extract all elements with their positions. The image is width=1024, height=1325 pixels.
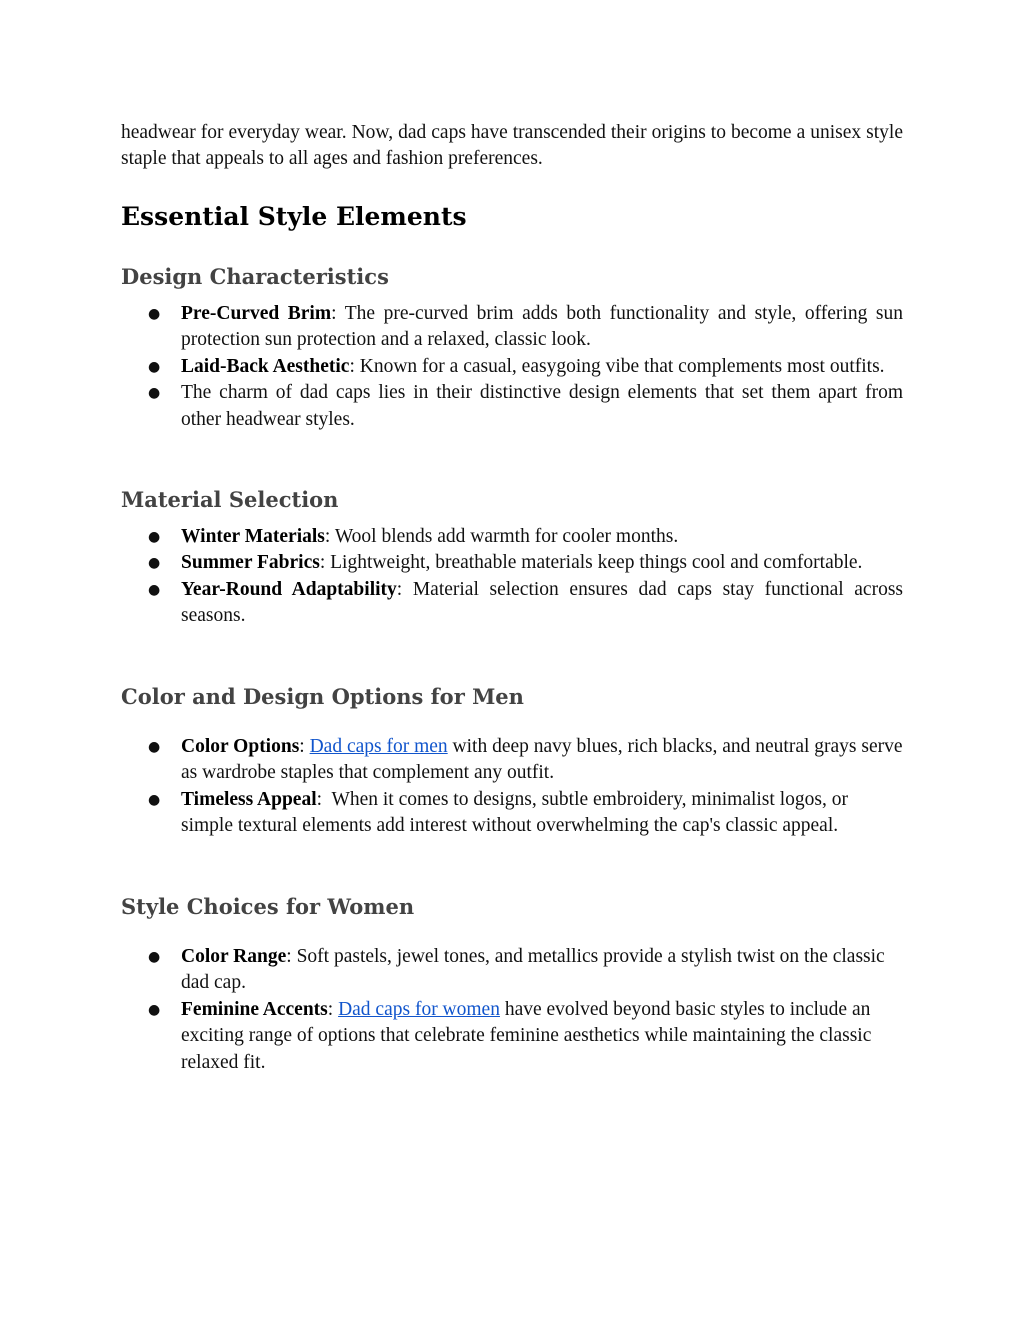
bullet-icon: ● [148,1001,161,1018]
list-item [121,944,903,997]
item-term: Feminine Accents [181,998,328,1020]
list-design [121,301,903,433]
dad-caps-for-men-link[interactable]: Dad caps for men [309,736,448,757]
item-sep: : [286,946,292,967]
list-men [121,734,903,840]
item-term: Summer Fabrics [181,552,320,574]
section-heading-women: Style Choices for Women [121,894,415,919]
item-sep: : [327,998,339,1020]
list-item [121,354,903,380]
section-heading-men: Color and Design Options for Men [121,684,524,709]
item-text: When it comes to designs, subtle embroidery, minimalist logos, or simple textural elements add interest without overwhelming the cap's classic appeal. [181,788,853,837]
item-term: Winter Materials [181,526,325,547]
bullet-icon: ● [148,306,161,322]
item-sep: : [396,578,403,600]
item-term: Laid-Back Aesthetic [181,355,350,377]
item-text: have evolved beyond basic styles to include an exciting range of options that celebrate feminine aesthetics while maintaining the classic relaxed fit. [181,998,872,1073]
list-item [121,787,903,840]
intro-paragraph: headwear for everyday wear. Now, dad caps have transcended their origins to become a unisex style staple that appeals to all ages and fashion preferences. [121,122,903,170]
item-term: Color Options [181,736,300,757]
list-item [121,550,903,576]
bullet-icon: ● [148,555,161,572]
item-text: Soft pastels, jewel tones, and metallics provide a stylish twist on the classic dad cap. [181,946,885,994]
list-item [121,997,903,1076]
dad-caps-for-women-link[interactable]: Dad caps for women [338,998,500,1020]
section-heading-material: Material Selection [121,487,339,512]
item-term: Color Range [181,946,287,967]
item-sep: : [319,552,326,574]
list-item [121,380,903,433]
bullet-icon: ● [148,949,161,965]
item-text: Wool blends add warmth for cooler months. [330,526,679,547]
item-text: The pre-curved brim adds both functionality and style, offering sun protection sun protection and a relaxed, classic look. [181,303,903,351]
bullet-icon: ● [148,385,161,402]
item-sep: : [316,788,323,810]
list-women [121,944,903,1076]
bullet-icon: ● [148,739,161,755]
item-text: Material selection ensures dad caps stay functional across seasons. [181,578,904,627]
main-heading: Essential Style Elements [121,202,467,231]
item-sep: : [331,303,337,324]
list-item [121,577,903,630]
bullet-icon: ● [148,791,161,808]
bullet-icon: ● [148,358,161,375]
item-sep: : [349,355,355,377]
list-material [121,524,903,630]
item-text: with deep navy blues, rich blacks, and neutral grays serve as wardrobe staples that complement any outfit. [181,736,903,784]
item-term: Timeless Appeal [181,788,317,810]
item-sep: : [299,736,310,757]
item-text: Lightweight, breathable materials keep things cool and comfortable. [325,552,863,574]
item-sep: : [324,526,331,547]
section-heading-design: Design Characteristics [121,264,389,289]
item-term: Year-Round Adaptability [181,578,397,600]
item-text: The charm of dad caps lies in their distinctive design elements that set them apart from other headwear styles. [181,382,903,430]
item-text: Known for a casual, easygoing vibe that complements most outfits. [354,355,885,377]
bullet-icon: ● [148,581,161,598]
list-item [121,524,903,550]
item-term: Pre-Curved Brim [181,303,332,324]
bullet-icon: ● [148,529,161,545]
list-item [121,301,903,354]
list-item [121,734,903,787]
